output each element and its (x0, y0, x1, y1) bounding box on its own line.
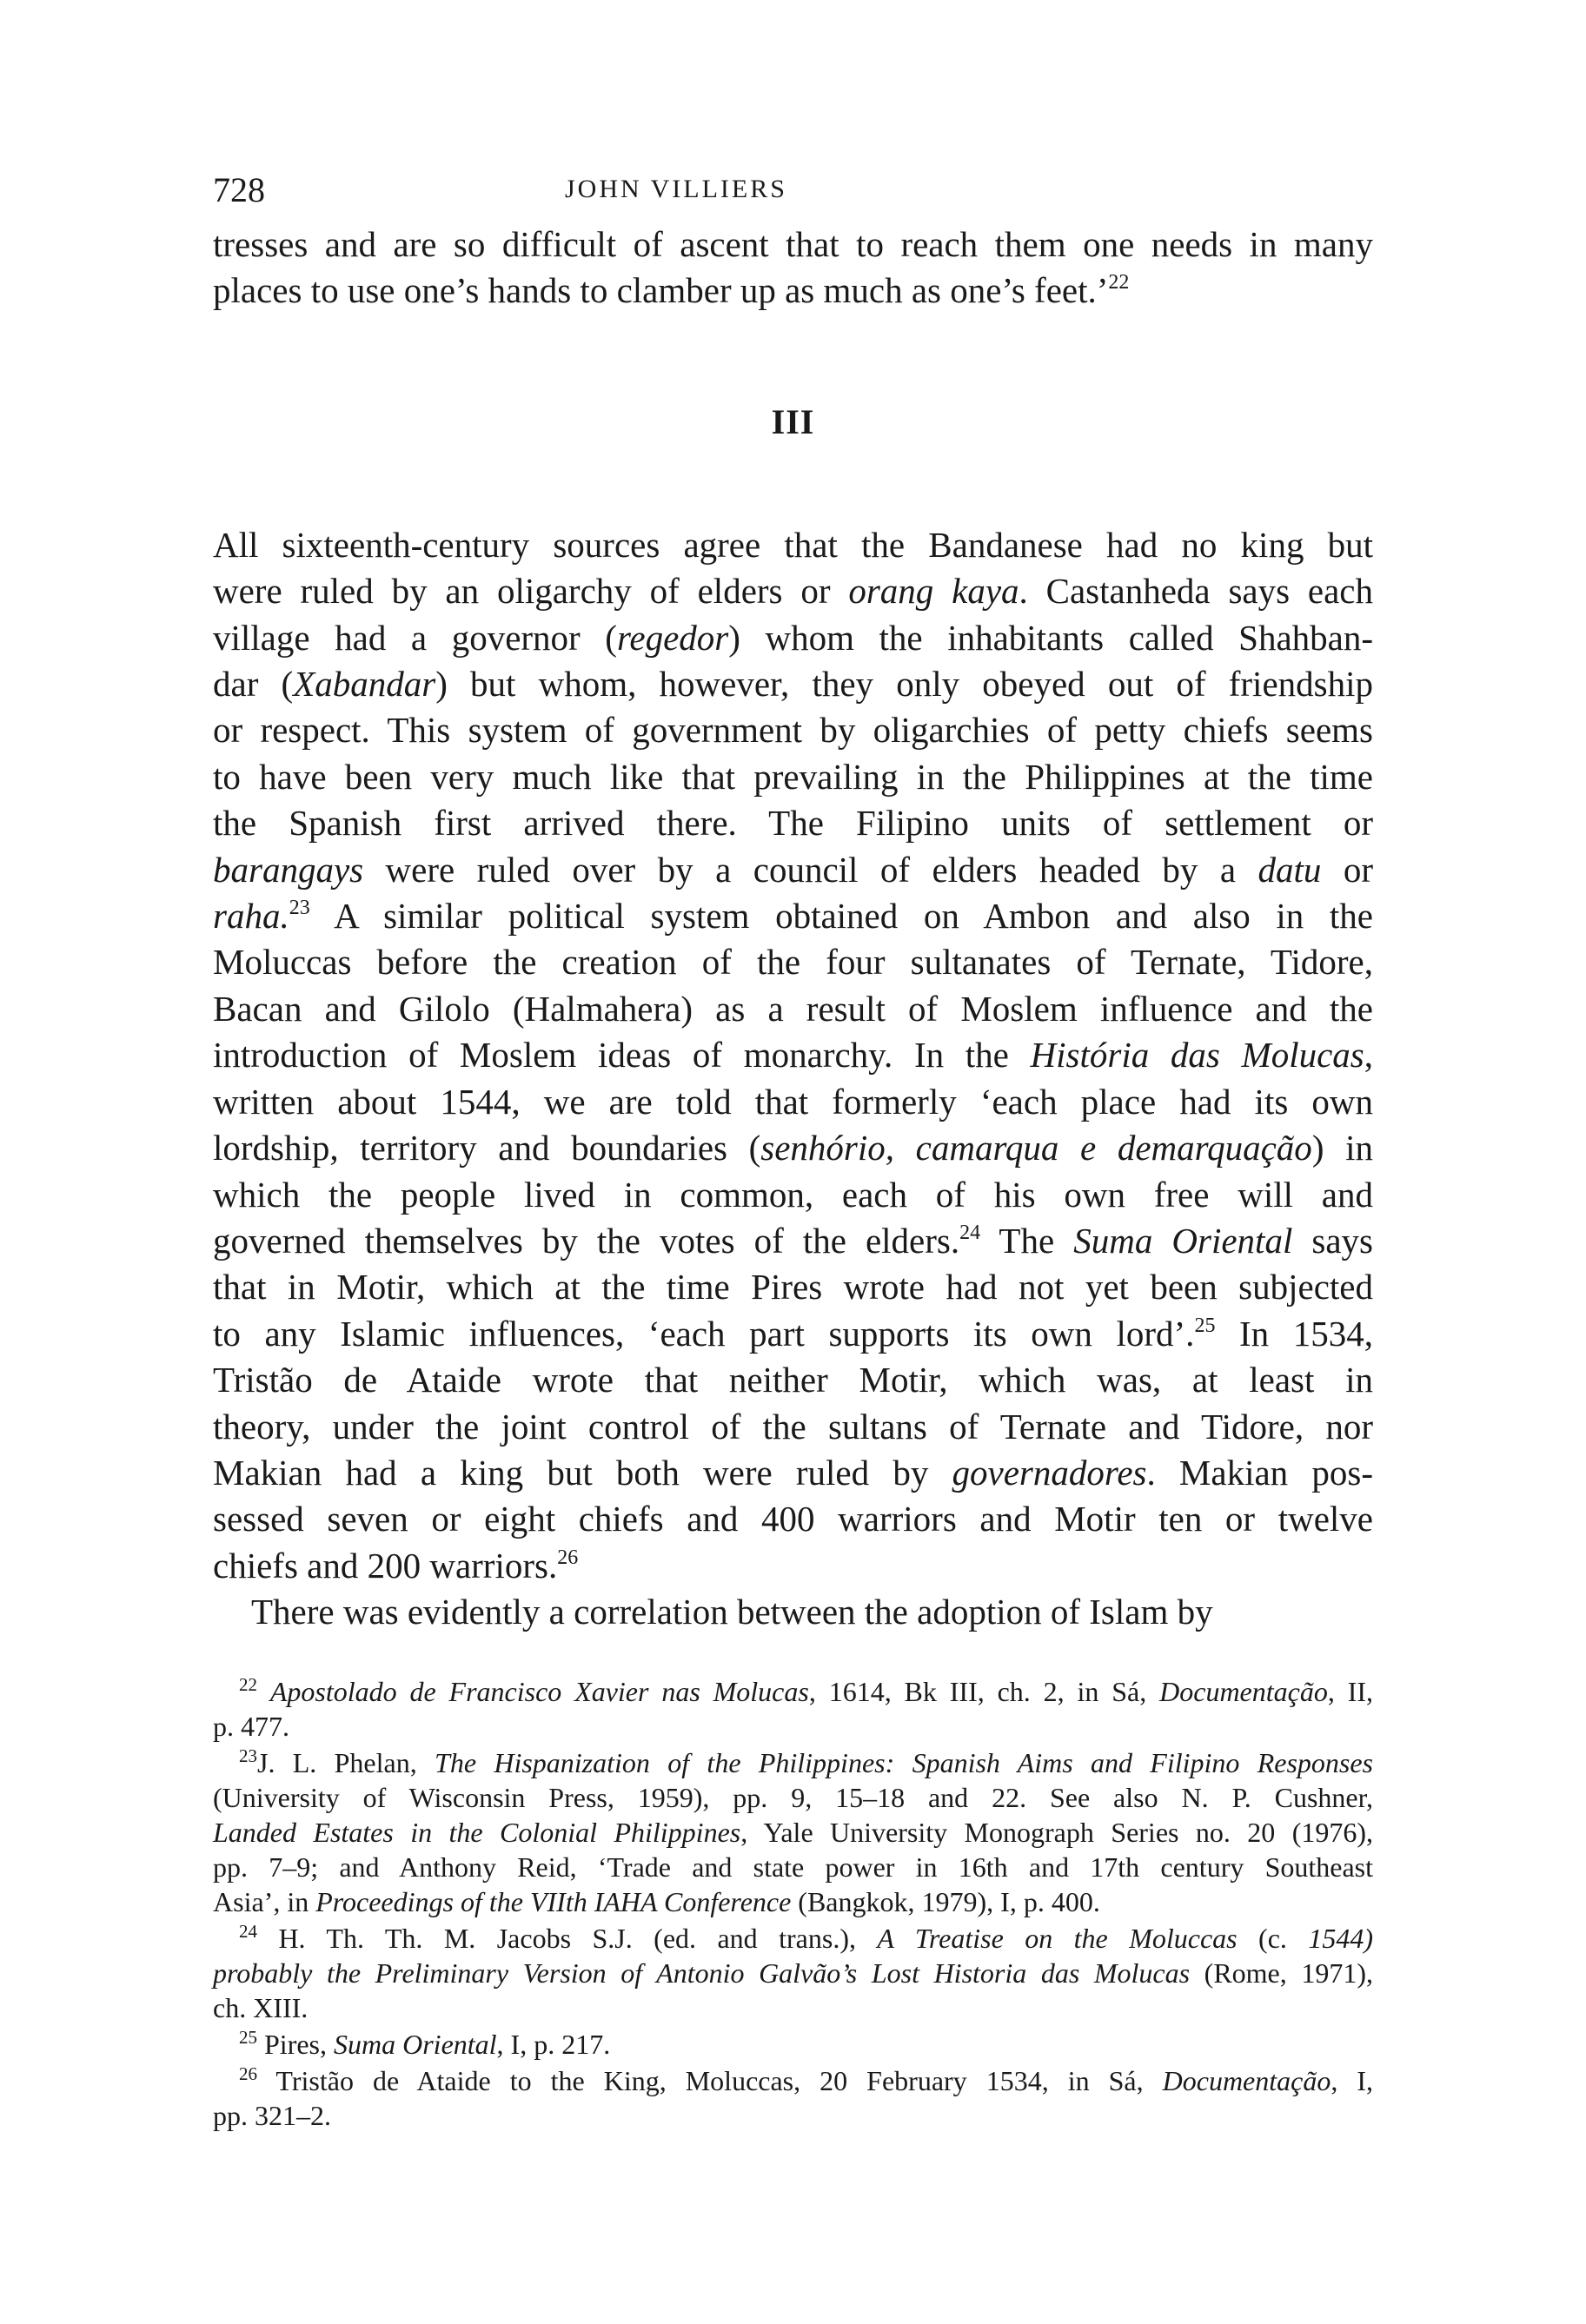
footnote-line: ch. XIII. (213, 1991, 309, 2023)
italic-term: barangays (213, 849, 364, 890)
text-segment: Asia’, in (213, 1885, 316, 1917)
text-segment: to any Islamic influences, ‘each part supports its own lord’. (213, 1313, 1195, 1354)
footnote-ref: 22 (1108, 271, 1130, 295)
text-line (213, 615, 1373, 661)
text-line: that in Motir, which at the time Pires wrote had not yet been subjected (213, 1267, 1373, 1308)
footnote-line (213, 2063, 1373, 2098)
page-number: 728 (213, 170, 265, 209)
italic-title: Suma Oriental (334, 2028, 497, 2060)
text-segment: , (1364, 1035, 1373, 1076)
text-line (213, 1032, 1373, 1078)
text-segment: says (1292, 1220, 1374, 1261)
text-line (213, 661, 1373, 707)
italic-term: Xabandar (293, 664, 436, 705)
footnote-line (213, 1956, 1373, 1990)
footnote-23 (213, 1745, 1373, 1919)
footnote-ref: 26 (557, 1546, 579, 1569)
text-line (213, 268, 1373, 314)
footnote-line (213, 1745, 1373, 1780)
footnote-ref: 24 (959, 1221, 981, 1244)
text-line: theory, under the joint control of the sultans of Ternate and Tidore, nor (213, 1406, 1373, 1447)
italic-title: 1544) (1308, 1922, 1374, 1954)
text-segment: , I, p. 217. (496, 2028, 611, 2060)
footnote-number: 26 (239, 2062, 257, 2084)
italic-term: História das Molucas (1030, 1035, 1364, 1076)
footnote-line: (University of Wisconsin Press, 1959), pp. 9, 15–18 and 22. See also N. P. Cushner, (213, 1781, 1373, 1813)
footnote-number: 25 (239, 2026, 257, 2048)
footnote-line (213, 1884, 1373, 1919)
text-segment: A similar political system obtained on Ambon and also in the (309, 896, 1373, 937)
footnote-24 (213, 1921, 1373, 2025)
italic-term: datu (1258, 849, 1322, 890)
text-line: to have been very much like that prevailing in the Philippines at the time (213, 756, 1373, 797)
footnote-number: 23 (239, 1745, 257, 1766)
text-line: Moluccas before the creation of the four sultanates of Ternate, Tidore, (213, 942, 1373, 983)
text-line: sessed seven or eight chiefs and 400 warriors and Motir ten or twelve (213, 1499, 1373, 1539)
text-line: tresses and are so difficult of ascent that to reach them one needs in many (213, 224, 1373, 264)
text-segment: ) in (1311, 1128, 1373, 1169)
text-segment: H. Th. Th. M. Jacobs S.J. (ed. and trans.), (257, 1922, 878, 1954)
footnote-line (213, 1815, 1373, 1850)
text-segment (257, 1676, 270, 1707)
text-segment: or (1321, 849, 1373, 890)
footnote-number: 22 (239, 1673, 257, 1695)
footnote-22 (213, 1674, 1373, 1744)
text-line (213, 1125, 1373, 1171)
text-segment: Makian had a king but both were ruled by (213, 1452, 952, 1493)
italic-term: regedor (616, 617, 729, 658)
italic-title: Documentação (1162, 2064, 1331, 2096)
text-segment: dar ( (213, 664, 294, 705)
paragraph (213, 522, 1373, 1589)
text-line (213, 847, 1373, 893)
text-segment: , I, (1331, 2064, 1374, 2096)
running-head (213, 169, 1373, 222)
italic-term: senhório, camarqua e demarquação (760, 1128, 1312, 1169)
text-segment: introduction of Moslem ideas of monarchy. In the (213, 1035, 1031, 1076)
footnote-line (213, 1674, 1373, 1709)
text-segment: chiefs and 200 warriors. (213, 1545, 558, 1586)
text-segment: , II, (1327, 1675, 1374, 1707)
text-line: There was evidently a correlation between the adoption of Islam by (251, 1592, 1213, 1632)
text-line: All sixteenth-century sources agree that the Bandanese had no king but (213, 524, 1373, 565)
text-line: Tristão de Ataide wrote that neither Motir, which was, at least in (213, 1360, 1373, 1400)
italic-title: Documentação (1159, 1675, 1328, 1707)
footnote-ref: 25 (1194, 1314, 1216, 1337)
footnote-ref: 23 (289, 897, 310, 920)
footnote-25 (213, 2027, 1373, 2062)
text-segment: places to use one’s hands to clamber up as much as one’s feet.’ (213, 270, 1109, 311)
text-line: written about 1544, we are told that formerly ‘each place had its own (213, 1081, 1373, 1122)
italic-term: orang kaya (848, 571, 1019, 612)
footnote-line (213, 2027, 1373, 2062)
text-segment: (Bangkok, 1979), I, p. 400. (791, 1885, 1100, 1917)
text-segment: . Castanheda says each (1019, 571, 1373, 612)
text-line: or respect. This system of government by oligarchies of petty chiefs seems (213, 710, 1373, 751)
text-line: which the people lived in common, each of his own free will and (213, 1174, 1373, 1215)
text-line (213, 1450, 1373, 1496)
text-line (213, 1218, 1373, 1264)
italic-title: The Hispanization of the Philippines: Spanish Aims and Filipino Responses (435, 1746, 1374, 1778)
text-segment: (Rome, 1971), (1190, 1957, 1373, 1989)
italic-term: governadores (952, 1452, 1147, 1493)
text-segment: were ruled by an oligarchy of elders or (213, 571, 849, 612)
text-line (213, 1311, 1373, 1357)
text-line: Bacan and Gilolo (Halmahera) as a result of Moslem influence and the (213, 988, 1373, 1029)
text-segment: . Makian pos- (1146, 1452, 1373, 1493)
italic-term: Suma Oriental (1073, 1220, 1293, 1261)
text-line: the Spanish first arrived there. The Filipino units of settlement or (213, 803, 1373, 844)
italic-title: Proceedings of the VIIth IAHA Conference (315, 1885, 792, 1917)
italic-title: A Treatise on the Moluccas (877, 1922, 1238, 1954)
text-segment: Pires, (257, 2028, 334, 2060)
footnote-line (213, 1921, 1373, 1956)
paragraph (213, 1589, 1373, 1635)
text-segment: (c. (1237, 1922, 1309, 1954)
text-segment: Tristão de Ataide to the King, Moluccas, 20 February 1534, in Sá, (257, 2064, 1163, 2096)
text-segment: In 1534, (1215, 1313, 1373, 1354)
page (213, 169, 1373, 2135)
text-segment: ) but whom, however, they only obeyed out of friendship (435, 664, 1373, 705)
text-segment: J. L. Phelan, (257, 1746, 435, 1778)
footnote-line: pp. 321–2. (213, 2099, 331, 2131)
text-segment: , 1614, Bk III, ch. 2, in Sá, (808, 1675, 1160, 1707)
running-title: JOHN VILLIERS (565, 175, 787, 203)
text-line (213, 893, 1373, 939)
footnote-26 (213, 2063, 1373, 2133)
text-segment: , Yale University Monograph Series no. 20 (1976), (740, 1816, 1374, 1848)
footnotes (213, 1674, 1373, 2133)
text-segment: village had a governor ( (213, 617, 617, 658)
text-line (213, 568, 1373, 614)
text-segment: were ruled over by a council of elders headed by a (363, 849, 1258, 890)
italic-title: Landed Estates in the Colonial Philippines (213, 1816, 741, 1848)
footnote-line: p. 477. (213, 1710, 289, 1742)
text-segment: ) whom the inhabitants called Shahban- (728, 617, 1374, 658)
italic-term: raha. (213, 896, 289, 937)
text-segment: The (980, 1220, 1074, 1261)
section-heading: III (771, 401, 815, 441)
footnote-number: 24 (239, 1920, 257, 1942)
italic-title: Apostolado de Francisco Xavier nas Molucas (269, 1675, 809, 1707)
footnote-line: pp. 7–9; and Anthony Reid, ‘Trade and state power in 16th and 17th century Southeast (213, 1851, 1373, 1883)
text-segment: governed themselves by the votes of the elders. (213, 1220, 960, 1261)
continuation-paragraph (213, 222, 1373, 315)
text-line (213, 1543, 1373, 1589)
text-segment: lordship, territory and boundaries ( (213, 1128, 761, 1169)
italic-title: probably the Preliminary Version of Antonio Galvão’s Lost Historia das Molucas (213, 1957, 1191, 1989)
